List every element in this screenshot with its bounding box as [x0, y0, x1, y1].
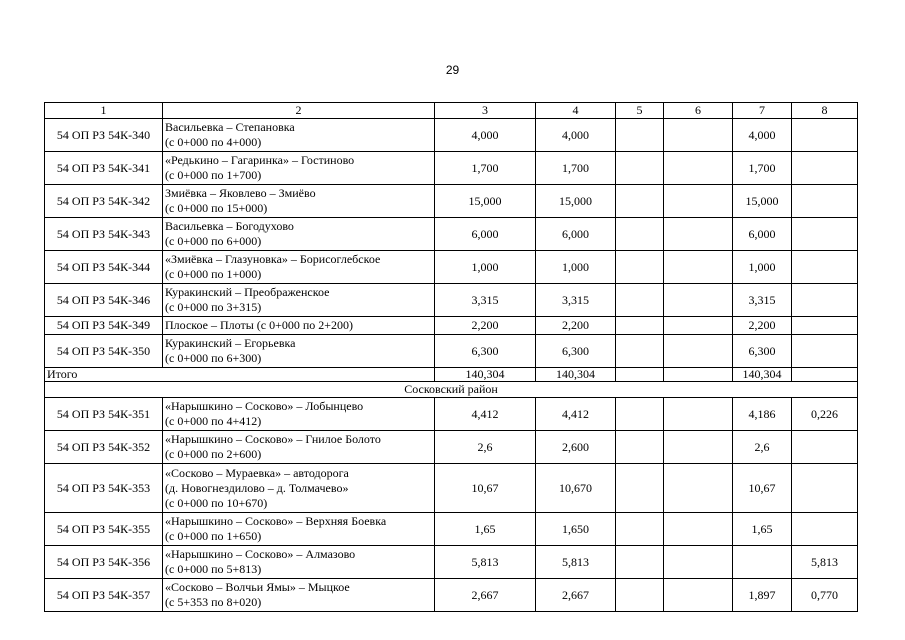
value-c6	[664, 218, 733, 251]
value-c4: 4,000	[536, 119, 616, 152]
value-c6	[664, 185, 733, 218]
value-c4: 6,300	[536, 335, 616, 368]
road-name-line: (с 0+000 по 1+000)	[165, 267, 262, 281]
road-name-line: (с 0+000 по 5+813)	[165, 562, 262, 576]
value-c7: 4,186	[733, 398, 792, 431]
road-name	[163, 513, 435, 546]
value-c8: 0,226	[792, 398, 858, 431]
table-row	[45, 185, 858, 218]
road-name-line: «Редькино – Гагаринка» – Гостиново	[165, 153, 355, 167]
column-header: 5	[616, 103, 664, 119]
road-name	[163, 579, 435, 612]
column-header: 3	[435, 103, 536, 119]
value-c8: 5,813	[792, 546, 858, 579]
road-name-line: «Сосково – Мураевка» – автодорога	[165, 465, 349, 480]
value-c5	[616, 464, 664, 513]
value-c4: 5,813	[536, 546, 616, 579]
value-c5	[616, 284, 664, 317]
value-c4: 1,700	[536, 152, 616, 185]
section-title: Сосковский район	[45, 382, 858, 398]
value-c4: 15,000	[536, 185, 616, 218]
value-c6	[664, 546, 733, 579]
value-c8	[792, 513, 858, 546]
value-c7: 15,000	[733, 185, 792, 218]
road-name-line: «Сосково – Волчьи Ямы» – Мыцкое	[165, 580, 350, 594]
road-code: 54 ОП РЗ 54К-340	[45, 119, 163, 152]
value-c8	[792, 317, 858, 335]
road-name	[163, 431, 435, 464]
value-c5	[616, 185, 664, 218]
road-name-line: (с 0+000 по 2+600)	[165, 447, 262, 461]
road-name-line: (с 0+000 по 3+315)	[165, 300, 262, 314]
road-name-line: Куракинский – Егорьевка	[165, 336, 296, 350]
road-name	[163, 152, 435, 185]
table-row	[45, 251, 858, 284]
total-value-c8	[792, 368, 858, 382]
road-name-line: (с 0+000 по 1+650)	[165, 529, 262, 543]
road-name	[163, 284, 435, 317]
value-c7: 4,000	[733, 119, 792, 152]
value-c3: 4,000	[435, 119, 536, 152]
road-code: 54 ОП РЗ 54К-351	[45, 398, 163, 431]
value-c3: 1,65	[435, 513, 536, 546]
value-c7: 2,6	[733, 431, 792, 464]
value-c8	[792, 251, 858, 284]
table-row	[45, 579, 858, 612]
value-c8	[792, 218, 858, 251]
value-c5	[616, 335, 664, 368]
value-c6	[664, 284, 733, 317]
value-c8	[792, 119, 858, 152]
value-c8	[792, 185, 858, 218]
table-row	[45, 218, 858, 251]
value-c7: 3,315	[733, 284, 792, 317]
value-c4: 2,200	[536, 317, 616, 335]
column-header: 7	[733, 103, 792, 119]
road-code: 54 ОП РЗ 54К-350	[45, 335, 163, 368]
table-row	[45, 546, 858, 579]
value-c4: 10,670	[536, 464, 616, 513]
road-code: 54 ОП РЗ 54К-349	[45, 317, 163, 335]
value-c5	[616, 317, 664, 335]
value-c6	[664, 431, 733, 464]
total-label: Итого	[45, 368, 435, 382]
value-c3: 5,813	[435, 546, 536, 579]
section-row	[45, 382, 858, 398]
value-c6	[664, 251, 733, 284]
value-c7: 1,700	[733, 152, 792, 185]
road-name-line: «Нарышкино – Сосково» – Гнилое Болото	[165, 432, 381, 446]
road-name-line: Васильевка – Богодухово	[165, 219, 294, 233]
page-number: 29	[445, 63, 460, 77]
value-c7: 1,65	[733, 513, 792, 546]
road-code: 54 ОП РЗ 54К-343	[45, 218, 163, 251]
road-code: 54 ОП РЗ 54К-357	[45, 579, 163, 612]
value-c4: 6,000	[536, 218, 616, 251]
value-c7: 10,67	[733, 464, 792, 513]
total-value-c3: 140,304	[435, 368, 536, 382]
value-c8: 0,770	[792, 579, 858, 612]
road-name	[163, 251, 435, 284]
table-row	[45, 317, 858, 335]
column-number-row	[45, 103, 858, 119]
road-name-line: (д. Новогнездилово – д. Толмачево»	[165, 480, 349, 495]
road-name-line: «Нарышкино – Сосково» – Верхняя Боевка	[165, 514, 387, 528]
road-code: 54 ОП РЗ 54К-346	[45, 284, 163, 317]
value-c6	[664, 464, 733, 513]
value-c7: 6,000	[733, 218, 792, 251]
road-code: 54 ОП РЗ 54К-341	[45, 152, 163, 185]
value-c6	[664, 398, 733, 431]
road-name-line: Васильевка – Степановка	[165, 120, 295, 134]
column-header: 2	[163, 103, 435, 119]
value-c5	[616, 152, 664, 185]
value-c8	[792, 431, 858, 464]
table-row	[45, 513, 858, 546]
value-c5	[616, 431, 664, 464]
value-c4: 3,315	[536, 284, 616, 317]
column-header: 6	[664, 103, 733, 119]
total-value-c5	[616, 368, 664, 382]
road-code: 54 ОП РЗ 54К-342	[45, 185, 163, 218]
road-name-line: (с 0+000 по 6+300)	[165, 351, 262, 365]
value-c6	[664, 335, 733, 368]
value-c6	[664, 152, 733, 185]
road-name-line: (с 0+000 по 10+670)	[165, 495, 268, 510]
road-name-line: (с 0+000 по 6+000)	[165, 234, 262, 248]
value-c3: 15,000	[435, 185, 536, 218]
value-c8	[792, 335, 858, 368]
total-row	[45, 368, 858, 382]
total-value-c6	[664, 368, 733, 382]
road-name-line: «Нарышкино – Сосково» – Алмазово	[165, 547, 356, 561]
road-code: 54 ОП РЗ 54К-344	[45, 251, 163, 284]
road-code: 54 ОП РЗ 54К-353	[45, 464, 163, 513]
value-c4: 2,667	[536, 579, 616, 612]
road-name	[163, 185, 435, 218]
table-row	[45, 284, 858, 317]
value-c5	[616, 398, 664, 431]
road-code: 54 ОП РЗ 54К-352	[45, 431, 163, 464]
value-c5	[616, 251, 664, 284]
value-c6	[664, 513, 733, 546]
value-c7: 1,000	[733, 251, 792, 284]
value-c6	[664, 317, 733, 335]
value-c4: 1,000	[536, 251, 616, 284]
value-c3: 6,300	[435, 335, 536, 368]
road-name-line: (с 0+000 по 15+000)	[165, 201, 268, 215]
road-name-line: «Змиёвка – Глазуновка» – Борисоглебское	[165, 252, 381, 266]
value-c3: 10,67	[435, 464, 536, 513]
road-name-line: Плоское – Плоты (с 0+000 по 2+200)	[165, 318, 354, 332]
value-c6	[664, 119, 733, 152]
value-c8	[792, 464, 858, 513]
value-c6	[664, 579, 733, 612]
value-c4: 1,650	[536, 513, 616, 546]
value-c4: 2,600	[536, 431, 616, 464]
value-c3: 2,6	[435, 431, 536, 464]
value-c7: 1,897	[733, 579, 792, 612]
road-code: 54 ОП РЗ 54К-356	[45, 546, 163, 579]
road-name	[163, 398, 435, 431]
total-value-c4: 140,304	[536, 368, 616, 382]
value-c5	[616, 546, 664, 579]
value-c8	[792, 284, 858, 317]
road-code: 54 ОП РЗ 54К-355	[45, 513, 163, 546]
value-c7: 6,300	[733, 335, 792, 368]
road-name	[163, 464, 435, 513]
road-name-line: (с 0+000 по 1+700)	[165, 168, 262, 182]
value-c3: 2,200	[435, 317, 536, 335]
value-c5	[616, 513, 664, 546]
road-name-line: «Нарышкино – Сосково» – Лобынцево	[165, 399, 364, 413]
table-row	[45, 152, 858, 185]
value-c3: 2,667	[435, 579, 536, 612]
road-name	[163, 218, 435, 251]
road-name-line: (с 0+000 по 4+000)	[165, 135, 262, 149]
value-c3: 1,000	[435, 251, 536, 284]
value-c3: 6,000	[435, 218, 536, 251]
road-name-line: (с 5+353 по 8+020)	[165, 595, 262, 609]
column-header: 8	[792, 103, 858, 119]
table-row	[45, 119, 858, 152]
value-c5	[616, 119, 664, 152]
table-row	[45, 464, 858, 513]
road-name	[163, 119, 435, 152]
value-c3: 4,412	[435, 398, 536, 431]
value-c7	[733, 546, 792, 579]
total-value-c7: 140,304	[733, 368, 792, 382]
value-c5	[616, 218, 664, 251]
column-header: 4	[536, 103, 616, 119]
value-c8	[792, 152, 858, 185]
road-name	[163, 335, 435, 368]
column-header: 1	[45, 103, 163, 119]
value-c4: 4,412	[536, 398, 616, 431]
value-c3: 1,700	[435, 152, 536, 185]
value-c3: 3,315	[435, 284, 536, 317]
table-body	[45, 119, 858, 612]
road-name	[163, 546, 435, 579]
value-c7: 2,200	[733, 317, 792, 335]
road-name-line: (с 0+000 по 4+412)	[165, 414, 262, 428]
roads-table	[44, 102, 858, 612]
table-row	[45, 398, 858, 431]
road-name	[163, 317, 435, 335]
value-c5	[616, 579, 664, 612]
road-name-line: Куракинский – Преображенское	[165, 285, 330, 299]
table-row	[45, 431, 858, 464]
road-name-line: Змиёвка – Яковлево – Змиёво	[165, 186, 316, 200]
table-row	[45, 335, 858, 368]
